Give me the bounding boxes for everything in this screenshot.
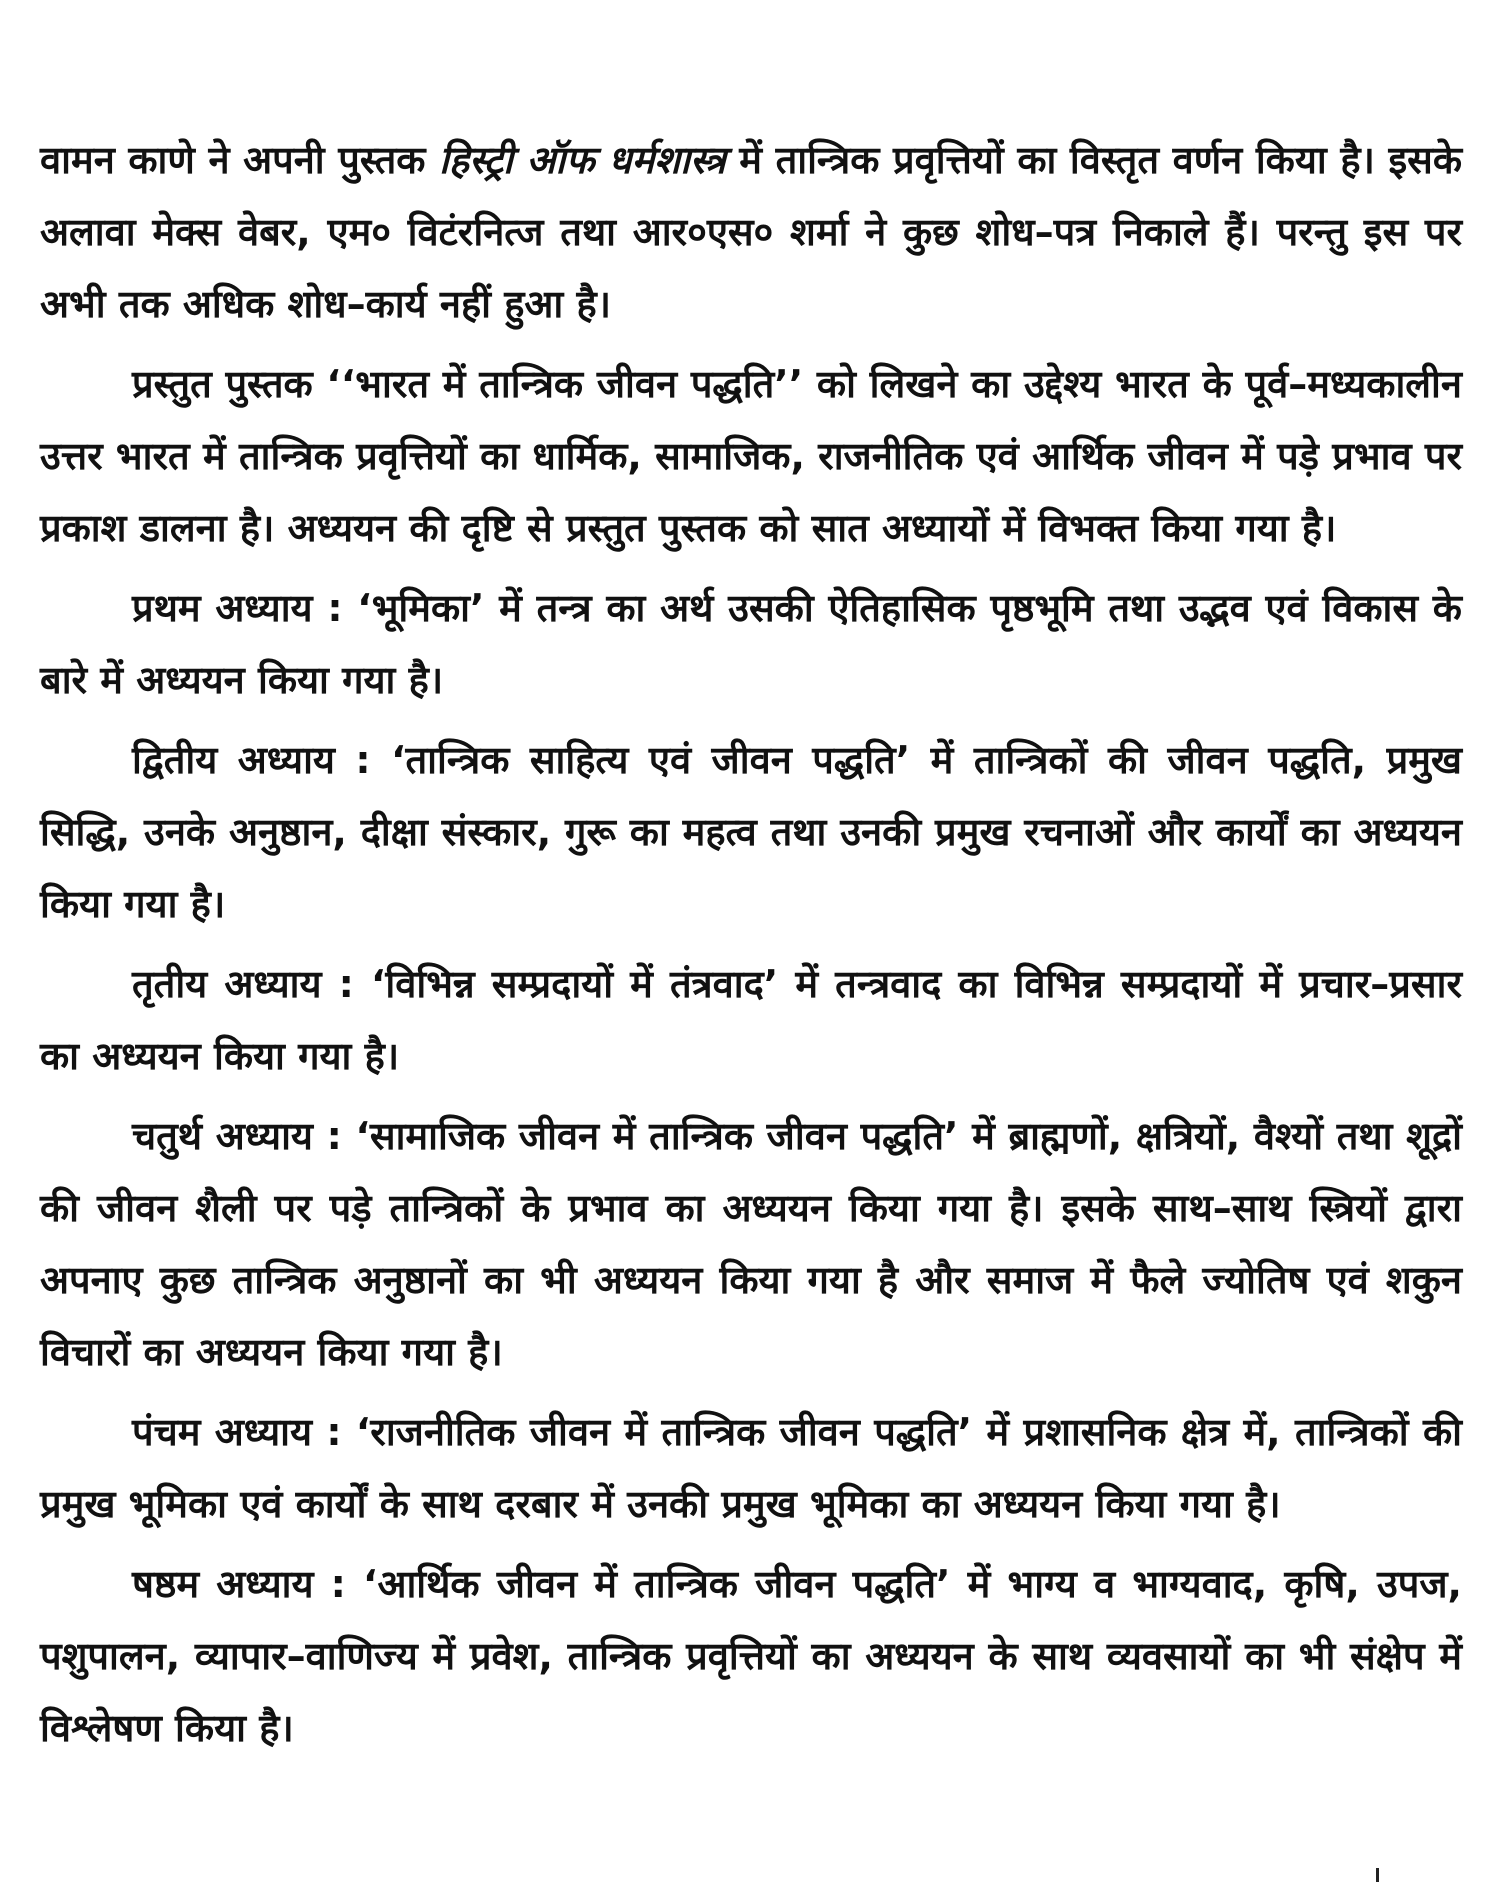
intro-paragraph xyxy=(40,124,1462,340)
intro-lead-text: वामन काणे ने अपनी पुस्तक xyxy=(40,138,440,182)
page-edge-mark xyxy=(1376,1868,1379,1882)
document-page xyxy=(40,124,1462,1764)
chapter-3-paragraph: तृतीय अध्याय : ‘विभिन्न सम्प्रदायों में तंत्रवाद’ में तन्त्रवाद का विभिन्न सम्प्रदायों में प्रचार–प्रसार का अध्ययन किया गया है। xyxy=(40,962,1462,1078)
chapter-1-paragraph: प्रथम अध्याय : ‘भूमिका’ में तन्त्र का अर्थ उसकी ऐतिहासिक पृष्ठभूमि तथा उद्भव एवं विकास के बारे में अध्ययन किया गया है। xyxy=(40,586,1462,702)
chapter-2-paragraph: द्वितीय अध्याय : ‘तान्त्रिक साहित्य एवं जीवन पद्धति’ में तान्त्रिकों की जीवन पद्धति, प्रमुख सिद्धि, उनके अनुष्ठान, दीक्षा संस्कार, गुरू का महत्व तथा उनकी प्रमुख रचनाओं और कार्यों का अध्ययन किया गया है। xyxy=(40,738,1462,926)
purpose-paragraph: प्रस्तुत पुस्तक ‘‘भारत में तान्त्रिक जीवन पद्धति’’ को लिखने का उद्देश्य भारत के पूर्व–मध्यकालीन उत्तर भारत में तान्त्रिक प्रवृत्तियों का धार्मिक, सामाजिक, राजनीतिक एवं आर्थिक जीवन में पड़े प्रभाव पर प्रकाश डालना है। अध्ययन की दृष्टि से प्रस्तुत पुस्तक को सात अध्यायों में विभक्त किया गया है। xyxy=(40,362,1462,550)
book-title: हिस्ट्री ऑफ धर्मशास्त्र xyxy=(439,138,726,182)
chapter-6-paragraph: षष्ठम अध्याय : ‘आर्थिक जीवन में तान्त्रिक जीवन पद्धति’ में भाग्य व भाग्यवाद, कृषि, उपज, पशुपालन, व्यापार–वाणिज्य में प्रवेश, तान्त्रिक प्रवृत्तियों का अध्ययन के साथ व्यवसायों का भी संक्षेप में विश्लेषण किया है। xyxy=(40,1562,1462,1750)
intro-rest-text: में तान्त्रिक प्रवृत्तियों का विस्तृत वर्णन किया है। इसके अलावा मेक्स वेबर, एम० विटंरनित्ज तथा आर०एस० शर्मा ने कुछ शोध–पत्र निकाले हैं। परन्तु इस पर अभी तक अधिक शोध–कार्य नहीं हुआ है। xyxy=(40,138,1463,326)
chapter-4-paragraph: चतुर्थ अध्याय : ‘सामाजिक जीवन में तान्त्रिक जीवन पद्धति’ में ब्राह्मणों, क्षत्रियों, वैश्यों तथा शूद्रों की जीवन शैली पर पड़े तान्त्रिकों के प्रभाव का अध्ययन किया गया है। इसके साथ–साथ स्त्रियों द्वारा अपनाए कुछ तान्त्रिक अनुष्ठानों का भी अध्ययन किया गया है और समाज में फैले ज्योतिष एवं शकुन विचारों का अध्ययन किया गया है। xyxy=(40,1114,1462,1374)
chapter-5-paragraph: पंचम अध्याय : ‘राजनीतिक जीवन में तान्त्रिक जीवन पद्धति’ में प्रशासनिक क्षेत्र में, तान्त्रिकों की प्रमुख भूमिका एवं कार्यों के साथ दरबार में उनकी प्रमुख भूमिका का अध्ययन किया गया है। xyxy=(40,1410,1462,1526)
